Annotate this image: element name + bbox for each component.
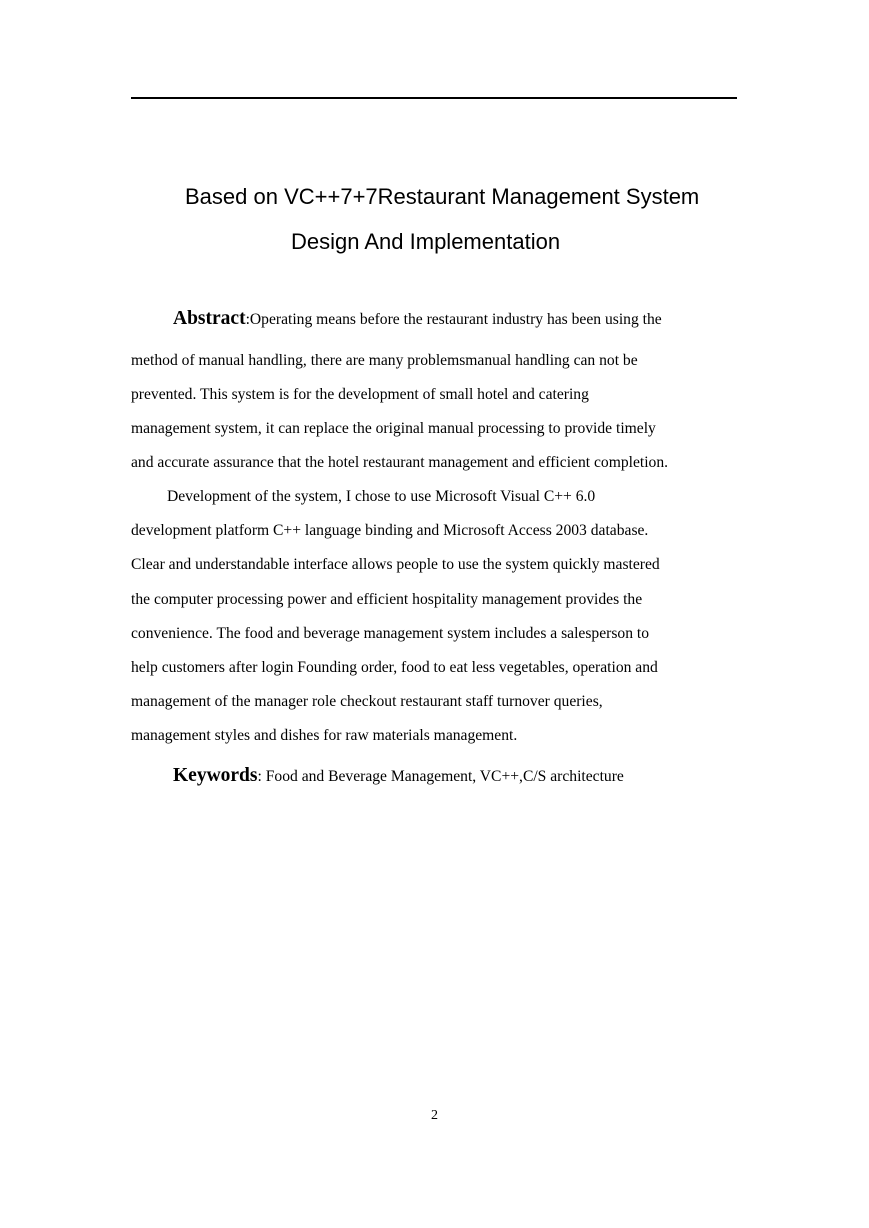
abstract-line: Clear and understandable interface allows people to use the system quickly mastered xyxy=(131,556,660,573)
abstract-line: prevented. This system is for the development of small hotel and catering xyxy=(131,386,589,403)
abstract-line: management system, it can replace the original manual processing to provide timely xyxy=(131,420,656,437)
abstract-line: convenience. The food and beverage management system includes a salesperson to xyxy=(131,625,650,642)
abstract-label: Abstract xyxy=(173,308,246,329)
abstract-line-text: :Operating means before the restaurant industry has been using the xyxy=(245,311,662,328)
abstract-line: help customers after login Founding order, food to eat less vegetables, operation and xyxy=(131,659,658,676)
keywords-line xyxy=(131,764,737,789)
title-line-1: Based on VC++7+7Restaurant Management System xyxy=(185,184,700,209)
title-line-2: Design And Implementation xyxy=(291,229,561,254)
abstract-line: Development of the system, I chose to use Microsoft Visual C++ 6.0 xyxy=(167,488,596,505)
abstract-line: development platform C++ language binding and Microsoft Access 2003 database. xyxy=(131,522,649,539)
abstract-line: method of manual handling, there are many problemsmanual handling can not be xyxy=(131,352,638,369)
abstract-line: management of the manager role checkout restaurant staff turnover queries, xyxy=(131,693,603,710)
keywords-text: : Food and Beverage Management, VC++,C/S architecture xyxy=(257,768,624,785)
keywords-label: Keywords xyxy=(173,765,258,786)
page-number: 2 xyxy=(431,1108,438,1123)
abstract-line xyxy=(173,309,662,330)
abstract-line: the computer processing power and efficient hospitality management provides the xyxy=(131,591,643,608)
header-rule xyxy=(131,97,737,99)
abstract-line: and accurate assurance that the hotel restaurant management and efficient completion. xyxy=(131,454,669,471)
abstract-line: management styles and dishes for raw materials management. xyxy=(131,727,518,744)
